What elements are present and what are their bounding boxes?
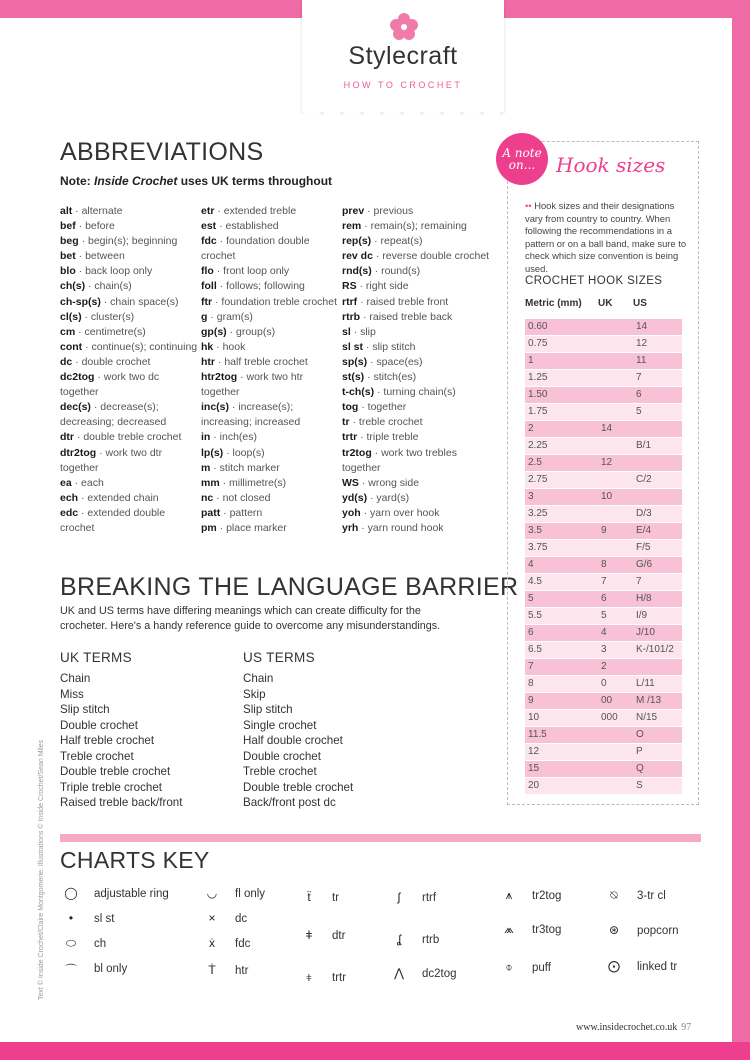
charts-key-label: fdc	[235, 938, 251, 950]
footer-url: www.insidecrochet.co.uk 97	[576, 1022, 692, 1033]
abbreviation-item: gp(s) · group(s)	[201, 325, 276, 338]
charts-key-label: rtrf	[422, 892, 437, 904]
cell-us: N/15	[636, 712, 658, 723]
uk-terms-list	[60, 671, 230, 811]
us-terms-list	[243, 671, 413, 811]
abbreviation-item: beg · begin(s); beginning	[60, 235, 178, 248]
term-item: Double treble crochet	[60, 765, 171, 778]
cell-uk: 3	[601, 644, 607, 655]
abbreviation-item: patt · pattern	[201, 506, 263, 519]
abbreviation-item: mm · millimetre(s)	[201, 476, 287, 489]
abbreviation-item: ftr · foundation treble crochet	[201, 295, 338, 308]
charts-key-label: fl only	[235, 888, 266, 900]
cell-us: 11	[636, 355, 647, 366]
cell-metric: 0.60	[528, 321, 548, 332]
charts-key-label: tr2tog	[532, 890, 562, 902]
cell-us: G/6	[636, 559, 653, 570]
abbreviation-item: alt · alternate	[60, 205, 123, 217]
hook-table-row	[525, 336, 682, 352]
abbreviation-item: etr · extended treble	[201, 205, 297, 217]
term-item: Single crochet	[243, 718, 317, 732]
abbreviation-item: dtr2tog · work two dtr together	[60, 446, 163, 474]
cell-uk: 12	[601, 457, 613, 468]
abbreviation-item: g · gram(s)	[201, 310, 253, 323]
popcorn-icon: ⊛	[608, 923, 620, 937]
sl-st-icon: •	[68, 911, 74, 925]
a-note-on-badge: A note on...	[496, 133, 548, 185]
cell-metric: 3	[528, 491, 534, 502]
hook-sizes-description: •• Hook sizes and their designations vary from country to country. When following the recommendations in a pattern or on a ball band, make sure to check which size convention is being used.	[525, 200, 687, 274]
charts-key-label: rtrb	[422, 934, 440, 946]
htr-icon: Ṫ	[208, 963, 216, 977]
abbreviation-item: dc · double crochet	[60, 355, 151, 368]
hook-sizes-title: Hook sizes	[556, 153, 666, 177]
bl-only-icon: ⌒	[64, 963, 77, 977]
cell-metric: 2.25	[528, 440, 548, 451]
abbreviation-item: hk · hook	[201, 340, 246, 353]
term-item: Half double crochet	[243, 734, 343, 747]
cell-uk: 10	[601, 491, 613, 502]
us-terms-heading: US TERMS	[243, 650, 315, 665]
logo-badge	[302, 0, 504, 112]
charts-key-label: 3-tr cl	[637, 890, 666, 902]
cell-metric: 12	[528, 746, 540, 757]
dc-icon: ×	[208, 911, 216, 925]
3-tr-cl-icon: ⍉	[610, 888, 618, 902]
cell-uk: 9	[601, 525, 607, 536]
abbreviation-item: RS · right side	[342, 280, 409, 293]
cell-us: M /13	[636, 695, 662, 706]
term-item: Triple treble crochet	[60, 780, 163, 794]
charts-key-label: puff	[532, 962, 551, 974]
charts-key-divider	[60, 834, 701, 842]
trtr-icon: ⧧	[305, 970, 313, 984]
hook-table-row	[525, 557, 682, 573]
cell-metric: 1.50	[528, 389, 548, 400]
fdc-icon: ẋ	[209, 936, 215, 950]
linked-tr-icon: ⨀	[608, 959, 620, 973]
charts-key-label: adjustable ring	[94, 888, 169, 900]
abbreviation-item: rep(s) · repeat(s)	[342, 235, 423, 248]
cell-us: H/8	[636, 593, 652, 604]
hook-table-row	[525, 489, 682, 505]
abbreviation-item: htr2tog · work two htr together	[201, 371, 304, 399]
cell-uk: 5	[601, 610, 607, 621]
cell-us: F/5	[636, 542, 651, 553]
cell-metric: 9	[528, 695, 534, 706]
col-uk: UK	[598, 298, 613, 309]
charts-key-label: dc2tog	[422, 968, 457, 980]
term-item: Miss	[60, 687, 84, 701]
term-item: Back/front post dc	[243, 796, 336, 809]
abbreviation-item: m · stitch marker	[201, 461, 280, 474]
cell-metric: 4	[528, 559, 534, 570]
hook-table-row	[525, 438, 682, 454]
term-item: Slip stitch	[243, 703, 293, 716]
abbreviation-item: rev dc · reverse double crochet	[342, 250, 490, 263]
abbreviation-item: htr · half treble crochet	[201, 355, 308, 368]
cell-us: Q	[636, 763, 644, 774]
abbreviation-item: sp(s) · space(es)	[342, 355, 423, 368]
abbreviation-item: in · inch(es)	[201, 431, 258, 444]
hook-table-row	[525, 472, 682, 488]
charts-key-label: tr	[332, 892, 340, 904]
brand-name: Stylecraft	[348, 42, 458, 70]
hook-table-row	[525, 455, 682, 471]
cell-metric: 1.25	[528, 372, 548, 383]
cell-us: E/4	[636, 525, 652, 536]
abbreviation-item: lp(s) · loop(s)	[201, 446, 265, 459]
tr2tog-icon: ⩚	[505, 888, 513, 902]
term-item: Treble crochet	[60, 749, 134, 763]
us-terms-column	[243, 650, 413, 811]
abbreviation-item: rnd(s) · round(s)	[342, 265, 421, 278]
uk-terms-column	[60, 650, 230, 811]
col-metric: Metric (mm)	[525, 298, 582, 309]
abbreviation-item: sl st · slip stitch	[342, 340, 416, 353]
term-item: Double crochet	[243, 749, 321, 763]
abbreviations-column-3	[342, 204, 490, 536]
adjustable-ring-icon: ◯	[64, 886, 78, 900]
term-item: Chain	[243, 672, 274, 685]
pink-frame-right	[732, 0, 750, 1060]
charts-key-title: CHARTS KEY	[60, 847, 210, 873]
abbreviation-item: pm · place marker	[201, 521, 287, 534]
page-number: 97	[681, 1022, 692, 1033]
cell-metric: 3.5	[528, 525, 542, 536]
abbreviation-item: rem · remain(s); remaining	[342, 220, 467, 233]
abbreviations-column-2	[201, 204, 341, 536]
term-item: Double treble crochet	[243, 780, 354, 794]
uk-terms-heading: UK TERMS	[60, 650, 132, 665]
cell-metric: 6	[528, 627, 534, 638]
cell-us: J/10	[636, 627, 655, 638]
cell-uk: 00	[601, 695, 613, 706]
dc2tog-icon: ⋀	[394, 966, 404, 980]
abbreviation-item: blo · back loop only	[60, 265, 153, 278]
cell-metric: 20	[528, 780, 540, 791]
cell-us: L/11	[636, 678, 655, 689]
tr-icon: ẗ	[307, 890, 311, 904]
hook-table-row	[525, 727, 682, 743]
cell-us: P	[636, 746, 643, 757]
abbreviation-item: edc · extended double crochet	[60, 506, 166, 534]
image-credit: Text © Inside Crochet/Claire Montgomerie. Illustrations © Inside Crochet/Sean Miles	[38, 739, 45, 1000]
charts-key-label: trtr	[332, 972, 347, 984]
hook-table-row	[525, 693, 682, 709]
term-item: Chain	[60, 672, 91, 685]
hook-table-row	[525, 744, 682, 760]
abbreviation-item: rtrb · raised treble back	[342, 310, 453, 323]
cell-metric: 4.5	[528, 576, 542, 587]
col-us: US	[633, 298, 647, 309]
cell-us: I/9	[636, 610, 648, 621]
abbreviation-item: WS · wrong side	[342, 476, 420, 489]
hook-table-row	[525, 778, 682, 794]
cell-metric: 2.5	[528, 457, 542, 468]
charts-key-label: ch	[94, 938, 107, 950]
abbreviation-item: t-ch(s) · turning chain(s)	[342, 386, 456, 399]
hook-table-row	[525, 710, 682, 726]
dtr-icon: ǂ	[305, 928, 313, 942]
cell-us: 12	[636, 338, 648, 349]
cell-us: 7	[636, 576, 642, 587]
rtrb-icon: ʆ	[396, 932, 402, 946]
abbreviations-title: ABBREVIATIONS	[60, 138, 264, 166]
hook-table-row	[525, 506, 682, 522]
abbreviation-item: foll · follows; following	[201, 280, 305, 293]
cell-uk: 000	[601, 712, 618, 723]
cell-us: D/3	[636, 508, 652, 519]
charts-key-label: dtr	[332, 930, 346, 942]
arrow-icon: ••	[525, 200, 532, 211]
cell-metric: 3.25	[528, 508, 548, 519]
pink-frame-bottom	[0, 1042, 750, 1060]
cell-metric: 6.5	[528, 644, 542, 655]
hook-table-row	[525, 421, 682, 437]
abbreviation-item: cm · centimetre(s)	[60, 325, 146, 338]
cell-us: S	[636, 780, 643, 791]
flower-logo-icon	[389, 12, 419, 42]
abbreviation-item: bef · before	[60, 220, 115, 233]
term-item: Double crochet	[60, 718, 138, 732]
cell-us: 5	[636, 406, 642, 417]
cell-metric: 0.75	[528, 338, 548, 349]
hook-table-body	[525, 319, 682, 795]
cell-us: 6	[636, 389, 642, 400]
abbreviation-item: tr2tog · work two trebles together	[342, 446, 457, 474]
abbreviation-item: ch-sp(s) · chain space(s)	[60, 295, 179, 308]
cell-metric: 5	[528, 593, 534, 604]
hook-table-row	[525, 387, 682, 403]
charts-key-label: bl only	[94, 963, 128, 975]
abbreviation-item: yoh · yarn over hook	[342, 506, 440, 519]
cell-metric: 5.5	[528, 610, 542, 621]
cell-metric: 10	[528, 712, 540, 723]
charts-key-label: htr	[235, 965, 249, 977]
cell-metric: 3.75	[528, 542, 548, 553]
puff-icon: ⌽	[505, 960, 513, 974]
cell-uk: 0	[601, 678, 607, 689]
cell-uk: 14	[601, 423, 613, 434]
abbreviation-item: inc(s) · increase(s); increasing; increased	[201, 401, 301, 429]
hook-table-row	[525, 370, 682, 386]
term-item: Skip	[243, 687, 266, 701]
cell-metric: 1	[528, 355, 534, 366]
abbreviation-item: rtrf · raised treble front	[342, 295, 449, 308]
abbreviation-item: sl · slip	[342, 325, 376, 338]
term-item: Half treble crochet	[60, 734, 155, 747]
abbreviation-item: nc · not closed	[201, 491, 271, 504]
barrier-title: BREAKING THE LANGUAGE BARRIER	[60, 573, 519, 601]
abbreviation-item: tr · treble crochet	[342, 416, 423, 429]
hook-table-row	[525, 659, 682, 675]
hook-table-row	[525, 404, 682, 420]
cell-metric: 8	[528, 678, 534, 689]
abbreviation-item: dec(s) · decrease(s); decreasing; decreased	[60, 401, 167, 429]
cell-us: B/1	[636, 440, 652, 451]
cell-metric: 1.75	[528, 406, 548, 417]
cell-uk: 4	[601, 627, 607, 638]
charts-key-label: popcorn	[637, 925, 679, 937]
ch-icon: ⬭	[65, 936, 77, 950]
cell-metric: 15	[528, 763, 540, 774]
abbreviations-note: Note: Inside Crochet uses UK terms throughout	[60, 174, 333, 188]
cell-us: C/2	[636, 474, 652, 485]
hook-table-row	[525, 642, 682, 658]
cell-metric: 11.5	[528, 729, 547, 740]
abbreviation-item: cont · continue(s); continuing	[60, 340, 198, 353]
tr3tog-icon: ⩕	[504, 922, 514, 936]
charts-key-label: linked tr	[637, 961, 678, 973]
rtrf-icon: ʃ	[397, 890, 401, 904]
hook-table-row	[525, 761, 682, 777]
abbreviation-item: flo · front loop only	[201, 265, 290, 278]
hook-table-row	[525, 540, 682, 556]
cell-uk: 2	[601, 661, 607, 672]
abbreviation-item: fdc · foundation double crochet	[201, 235, 310, 263]
abbreviation-item: cl(s) · cluster(s)	[60, 310, 135, 323]
cell-us: K-/101/2	[636, 644, 674, 655]
abbreviation-item: trtr · triple treble	[342, 431, 419, 444]
abbreviation-item: tog · together	[342, 401, 407, 414]
hook-table-row	[525, 608, 682, 624]
abbreviations-column-1	[60, 204, 200, 536]
hook-table-row	[525, 319, 682, 335]
charts-key-label: tr3tog	[532, 924, 562, 936]
cell-us: O	[636, 729, 644, 740]
term-item: Slip stitch	[60, 703, 110, 716]
cell-metric: 2	[528, 423, 534, 434]
abbreviation-item: st(s) · stitch(es)	[342, 371, 417, 384]
abbreviation-item: ea · each	[60, 476, 104, 489]
fl-only-icon: ◡	[206, 886, 218, 900]
cell-uk: 8	[601, 559, 607, 570]
crochet-hook-sizes-heading: CROCHET HOOK SIZES	[525, 275, 663, 287]
term-item: Treble crochet	[243, 765, 317, 778]
hook-table-row	[525, 523, 682, 539]
abbreviation-item: dc2tog · work two dc together	[60, 371, 160, 399]
abbreviation-item: est · established	[201, 220, 279, 233]
abbreviation-item: bet · between	[60, 250, 125, 263]
cell-metric: 7	[528, 661, 534, 672]
cell-us: 7	[636, 372, 642, 383]
abbreviation-item: ch(s) · chain(s)	[60, 280, 132, 293]
abbreviation-item: yd(s) · yard(s)	[342, 491, 410, 504]
abbreviation-item: yrh · yarn round hook	[342, 521, 444, 534]
abbreviation-item: dtr · double treble crochet	[60, 431, 182, 444]
barrier-intro: UK and US terms have differing meanings which can create difficulty for the crocheter. Here's a handy reference guide to overcome any misunderstandings.	[60, 605, 441, 632]
hook-table-row	[525, 676, 682, 692]
cell-uk: 6	[601, 593, 607, 604]
abbreviation-item: prev · previous	[342, 205, 414, 217]
brand-tagline: HOW TO CROCHET	[343, 80, 463, 90]
hook-table-row	[525, 591, 682, 607]
abbreviation-item: ech · extended chain	[60, 491, 159, 504]
cell-metric: 2.75	[528, 474, 548, 485]
cell-us: 14	[636, 321, 648, 332]
cell-uk: 7	[601, 576, 607, 587]
term-item: Raised treble back/front	[60, 796, 183, 809]
hook-table-row	[525, 625, 682, 641]
charts-key-label: dc	[235, 913, 248, 925]
hook-table-row	[525, 353, 682, 369]
hook-table-row	[525, 574, 682, 590]
charts-key-label: sl st	[94, 913, 115, 925]
